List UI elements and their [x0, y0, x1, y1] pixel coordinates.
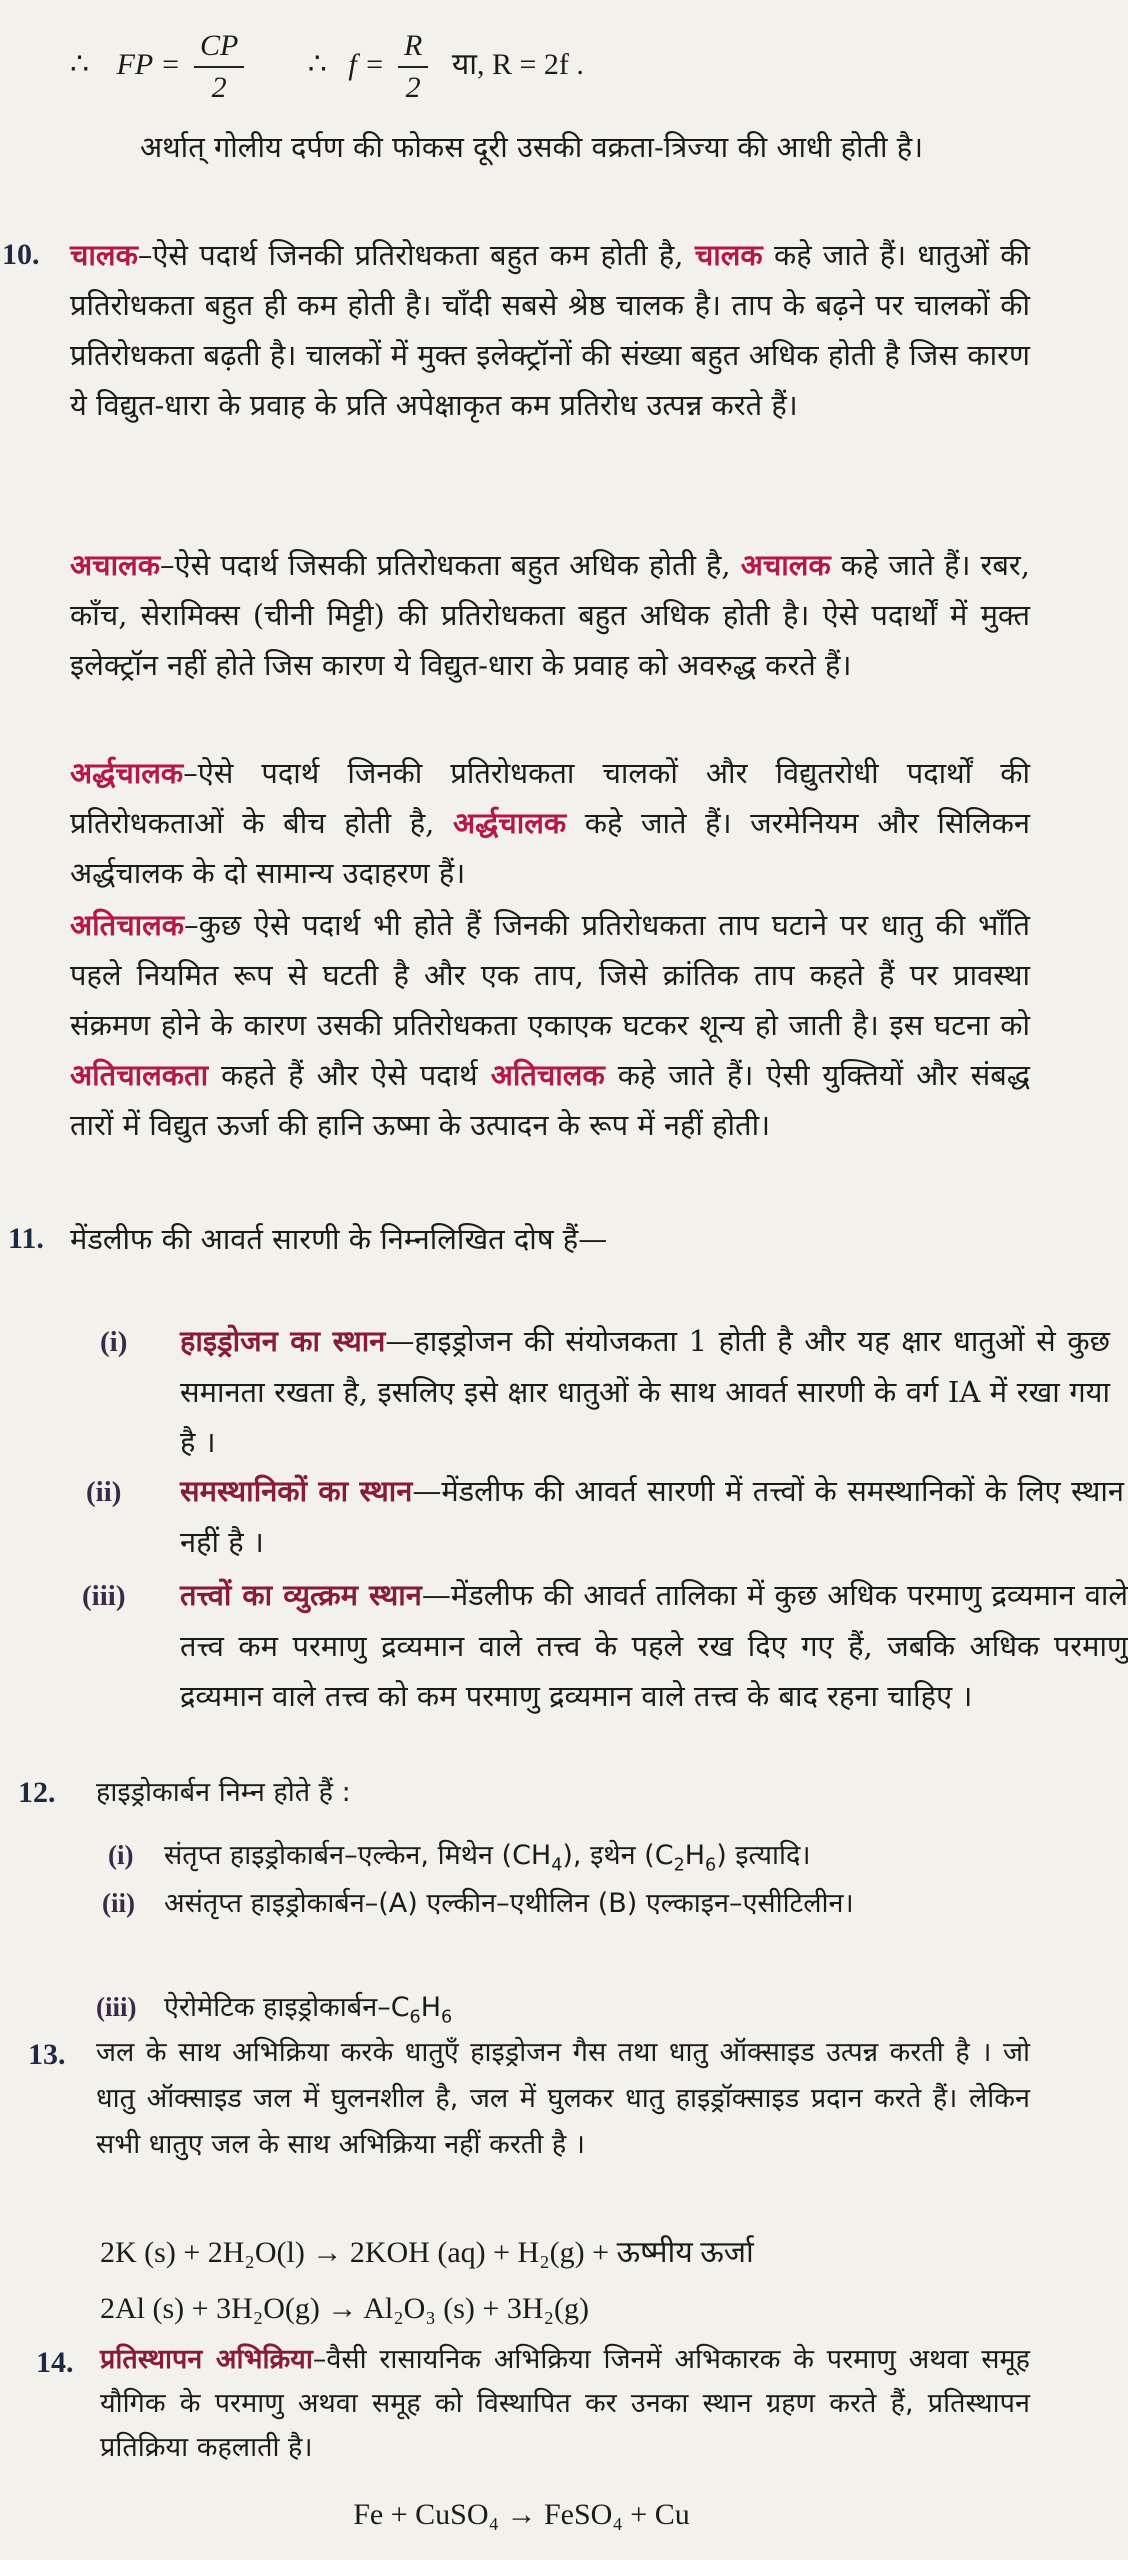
superconductor-term-2: अतिचालक [490, 1058, 605, 1092]
therefore-symbol-2: ∴ [307, 48, 327, 81]
q13-equation-2: 2Al (s) + 3H₂O(g) → Al₂O₃ (s) + 3H₂(g) [100, 2292, 589, 2325]
superconductor-paragraph [70, 900, 1030, 1150]
q12-item-1-text-b: ), इथेन (C [562, 1840, 674, 1871]
f-numerator: R [398, 26, 428, 68]
r-equals-2f: या, R = 2f . [451, 48, 584, 81]
q12-intro [96, 1770, 1026, 1816]
q12-item-2-number: (ii) [102, 1888, 135, 1918]
q12-item-2 [102, 1880, 1092, 1927]
mirror-conclusion [70, 122, 1030, 172]
superconductor-text-2: कहते हैं और ऐसे पदार्थ [221, 1058, 478, 1092]
f-fraction [398, 26, 428, 108]
q12-sub-h6-aromatic: 6 [441, 2007, 453, 2028]
q11-item-2 [86, 1466, 1124, 1567]
semiconductor-text-1: –ऐसे पदार्थ जिनकी प्रतिरोधकता चालकों और विद्युतरोधी पदार्थों की प्रतिरोधकताओं के बीच होती है, [70, 756, 1030, 840]
q11-item-1-term: हाइड्रोजन का स्थान [180, 1324, 386, 1358]
focal-length-equations [70, 15, 970, 115]
q13-body: जल के साथ अभिक्रिया करके धातुएँ हाइड्रोजन गैस तथा धातु ऑक्साइड उत्पन्न करती है । जो धातु ऑक्साइड जल में घुलनशील है, जल में घुलकर धातु हाइड्रॉक्साइड प्रदान करते हैं। लेकिन सभी धातुए जल के साथ अभिक्रिया नहीं करती है । [96, 2037, 1030, 2160]
q11-item-2-text: —मेंडलीफ की आवर्त सारणी में तत्त्वों के समस्थानिकों के लिए स्थान नहीं है । [180, 1474, 1124, 1559]
q12-sub-c2: 2 [673, 1855, 685, 1876]
q12-item-1-text-c: H [684, 1840, 706, 1871]
q13-equation-1: 2K (s) + 2H₂O(l) → 2KOH (aq) + H₂(g) + ऊष्मीय ऊर्जा [100, 2236, 754, 2269]
question-number-11: 11. [8, 1222, 44, 1255]
fp-denominator: 2 [211, 71, 227, 105]
superconductivity-term: अतिचालकता [70, 1058, 209, 1092]
q12-item-1-text-d: ) इत्यादि। [716, 1840, 811, 1871]
fp-lhs: FP = [116, 48, 181, 81]
conductor-text-1: –ऐसे पदार्थ जिनकी प्रतिरोधकता बहुत कम होती है, [137, 238, 684, 272]
q12-sub-c6: 6 [409, 2007, 421, 2028]
question-number-10: 10. [2, 238, 40, 271]
semiconductor-term: अर्द्धचालक [70, 756, 184, 790]
fp-numerator: CP [194, 26, 244, 68]
question-number-12: 12. [18, 1776, 56, 1809]
q14-text [100, 2338, 1030, 2470]
q12-item-1-text-a: संतृप्त हाइड्रोकार्बन–एल्केन, मिथेन (CH [164, 1840, 552, 1871]
conductor-paragraph [70, 230, 1030, 430]
question-number-14: 14. [36, 2346, 74, 2379]
conductor-term: चालक [70, 238, 138, 272]
semiconductor-paragraph [70, 748, 1030, 898]
superconductor-text-3: कहे जाते हैं। ऐसी युक्तियों और संबद्ध तारों में विद्युत ऊर्जा की हानि ऊष्मा के उत्पादन के रूप में नहीं होती। [70, 1058, 1030, 1142]
insulator-term-2: अचालक [740, 548, 831, 582]
conductor-term-2: चालक [694, 238, 763, 272]
question-number-13: 13. [28, 2038, 66, 2071]
q11-item-3-term: तत्त्वों का व्युत्क्रम स्थान [180, 1578, 422, 1612]
q11-item-1 [100, 1316, 1110, 1467]
q11-item-3-text: —मेंडलीफ की आवर्त तालिका में कुछ अधिक परमाणु द्रव्यमान वाले तत्त्व कम परमाणु द्रव्यमान वाले तत्त्व के पहले रख दिए गए हैं, जबकि अधिक परमाणु द्रव्यमान वाले तत्त्व को कम परमाणु द्रव्यमान वाले तत्त्व के बाद रहना चाहिए । [180, 1578, 1128, 1713]
therefore-symbol: ∴ [70, 48, 90, 81]
fp-fraction [194, 26, 244, 108]
f-denominator: 2 [405, 71, 421, 105]
semiconductor-text-2: कहे जाते हैं। जरमेनियम और सिलिकन अर्द्धचालक के दो सामान्य उदाहरण हैं। [70, 806, 1031, 890]
q14-body: –वैसी रासायनिक अभिक्रिया जिनमें अभिकारक के परमाणु अथवा समूह यौगिक के परमाणु अथवा समूह को विस्थापित कर उनका स्थान ग्रहण करते हैं, प्रतिस्थापन प्रतिक्रिया कहलाती है। [100, 2344, 1030, 2463]
q11-intro-text: मेंडलीफ की आवर्त सारणी के निम्नलिखित दोष हैं— [70, 1222, 608, 1256]
insulator-term: अचालक [70, 548, 161, 582]
q11-intro [70, 1214, 1030, 1264]
substitution-reaction-term: प्रतिस्थापन अभिक्रिया [100, 2344, 313, 2375]
q12-item-3-text-a: ऐरोमेटिक हाइड्रोकार्बन–C [164, 1992, 410, 2023]
insulator-text-1: –ऐसे पदार्थ जिसकी प्रतिरोधकता बहुत अधिक होती है, [160, 548, 731, 582]
q12-item-2-text: असंतृप्त हाइड्रोकार्बन–(A) एल्कीन–एथीलिन (B) एल्काइन–एसीटिलीन। [164, 1888, 854, 1919]
q11-item-2-term: समस्थानिकों का स्थान [180, 1474, 413, 1508]
q12-sub-ch4: 4 [551, 1855, 563, 1876]
q14-equation: Fe + CuSO₄ → FeSO₄ + Cu [353, 2498, 690, 2531]
f-lhs: f = [348, 48, 385, 81]
q13-text [96, 2030, 1030, 2168]
q12-item-3-number: (iii) [96, 1992, 137, 2022]
q11-item-1-number: (i) [100, 1326, 128, 1358]
q11-item-1-text: —हाइड्रोजन की संयोजकता 1 होती है और यह क्षार धातुओं से कुछ समानता रखता है, इसलिए इसे क्षार धातुओं के साथ आवर्त सारणी के वर्ग IA में रखा गया है । [180, 1324, 1110, 1459]
q12-intro-text: हाइड्रोकार्बन निम्न होते हैं : [96, 1777, 351, 1808]
q12-sub-h6: 6 [705, 1855, 717, 1876]
q12-item-1-number: (i) [108, 1840, 134, 1870]
superconductor-term: अतिचालक [70, 908, 185, 942]
conductor-text-2: कहे जाते हैं। धातुओं की प्रतिरोधकता बहुत ही कम होती है। चाँदी सबसे श्रेष्ठ चालक है। ताप के बढ़ने पर चालकों की प्रतिरोधकता बढ़ती है। चालकों में मुक्त इलेक्ट्रॉनों की संख्या बहुत अधिक होती है जिस कारण ये विद्युत-धारा के प्रवाह के प्रति अपेक्षाकृत कम प्रतिरोध उत्पन्न करते हैं। [70, 238, 1030, 422]
superconductor-text-1: –कुछ ऐसे पदार्थ भी होते हैं जिनकी प्रतिरोधकता ताप घटाने पर धातु की भाँति पहले नियमित रूप से घटती है और एक ताप, जिसे क्रांतिक ताप कहते हैं पर प्रावस्था संक्रमण होने के कारण उसकी प्रतिरोधकता एकाएक घटकर शून्य हो जाती है। इस घटना को [70, 908, 1030, 1042]
q11-item-2-number: (ii) [86, 1476, 122, 1508]
insulator-paragraph [70, 540, 1030, 690]
q11-item-3 [82, 1570, 1128, 1721]
semiconductor-term-2: अर्द्धचालक [452, 806, 567, 840]
mirror-conclusion-text: अर्थात् गोलीय दर्पण की फोकस दूरी उसकी वक्रता-त्रिज्या की आधी होती है। [140, 130, 924, 164]
insulator-text-2: कहे जाते हैं। रबर, काँच, सेरामिक्स (चीनी मिट्टी) की प्रतिरोधकता बहुत अधिक होती है। ऐसे पदार्थों में मुक्त इलेक्ट्रॉन नहीं होते जिस कारण ये विद्युत-धारा के प्रवाह को अवरुद्ध करते हैं। [70, 548, 1031, 682]
q11-item-3-number: (iii) [82, 1580, 126, 1612]
q12-item-3-text-b: H [420, 1992, 442, 2023]
